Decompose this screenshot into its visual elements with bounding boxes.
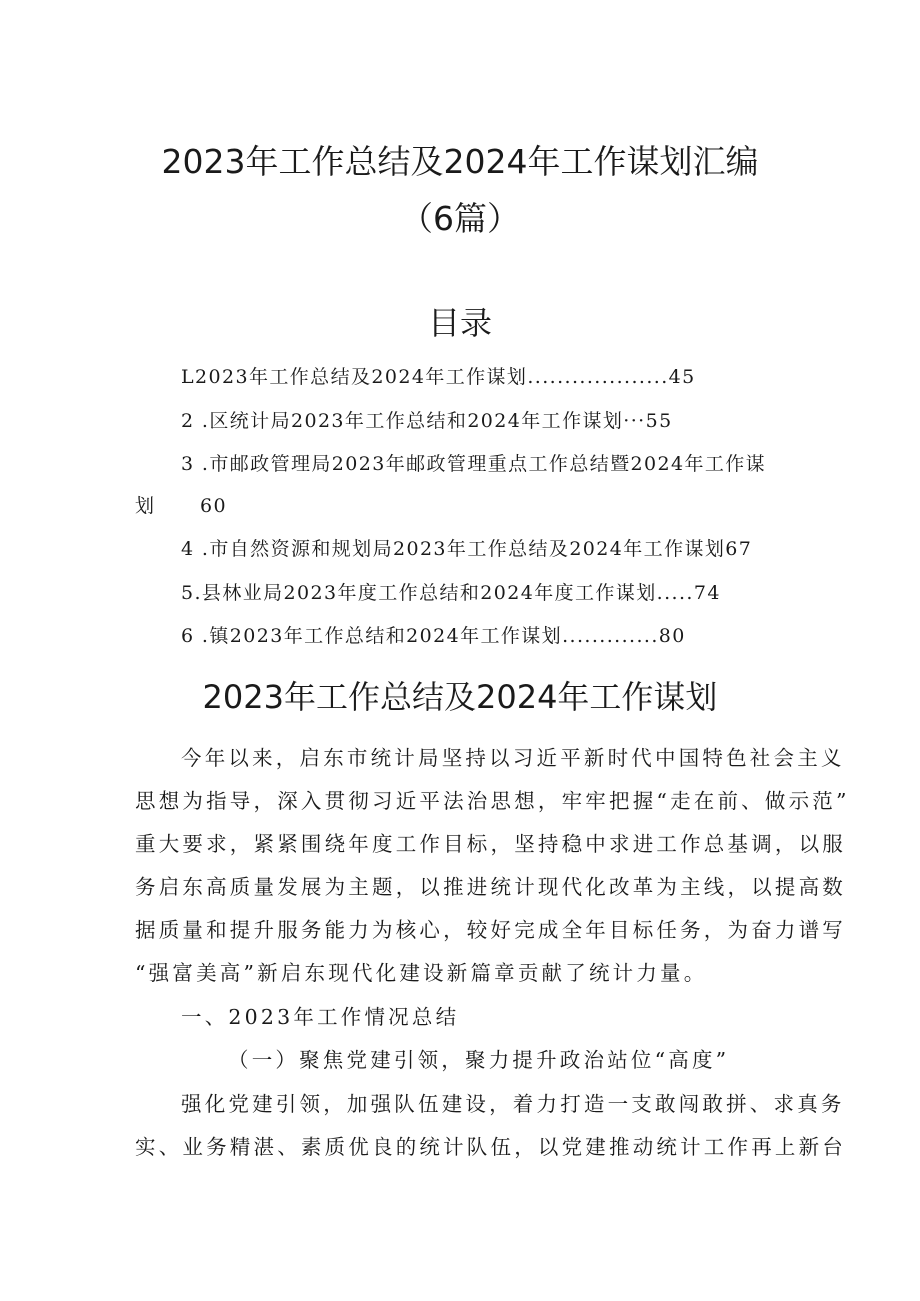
paragraph-line: 思想为指导，深入贯彻习近平法治思想，牢牢把握“走在前、做示范” [135, 789, 850, 813]
toc-entry-3-continued: 划 60 [135, 495, 228, 517]
toc-entry-4: 4 .市自然资源和规划局2023年工作总结及2024年工作谋划67 [181, 538, 753, 560]
toc-entry-6: 6 .镇2023年工作总结和2024年工作谋划.............80 [181, 625, 686, 647]
heading-level-1: 一、2023年工作情况总结 [181, 1005, 460, 1029]
toc-entry-1: L2023年工作总结及2024年工作谋划...................45 [181, 366, 696, 388]
toc-entry-2: 2 .区统计局2023年工作总结和2024年工作谋划···55 [181, 410, 673, 432]
document-subtitle: （6篇） [400, 199, 520, 238]
paragraph-line: 务启东高质量发展为主题，以推进统计现代化改革为主线，以提高数 [135, 875, 846, 899]
heading-level-2: （一）聚焦党建引领，聚力提升政治站位“高度” [228, 1048, 730, 1072]
paragraph-line: 强化党建引领，加强队伍建设，着力打造一支敢闯敢拼、求真务 [181, 1092, 845, 1116]
paragraph-line: 重大要求，紧紧围绕年度工作目标，坚持稳中求进工作总基调，以服 [135, 832, 846, 856]
toc-heading: 目录 [427, 304, 492, 342]
section-title: 2023年工作总结及2024年工作谋划 [202, 678, 718, 716]
toc-entry-3: 3 .市邮政管理局2023年邮政管理重点工作总结暨2024年工作谋 [181, 453, 767, 475]
document-title: 2023年工作总结及2024年工作谋划汇编 [161, 142, 759, 181]
toc-entry-5: 5.县林业局2023年度工作总结和2024年度工作谋划.....74 [181, 582, 721, 604]
paragraph-line: 今年以来，启东市统计局坚持以习近平新时代中国特色社会主义 [181, 746, 845, 770]
paragraph-line: “强富美高”新启东现代化建设新篇章贡献了统计力量。 [135, 961, 708, 985]
paragraph-line: 据质量和提升服务能力为核心，较好完成全年目标任务，为奋力谱写 [135, 918, 846, 942]
paragraph-line: 实、业务精湛、素质优良的统计队伍，以党建推动统计工作再上新台 [135, 1135, 846, 1159]
